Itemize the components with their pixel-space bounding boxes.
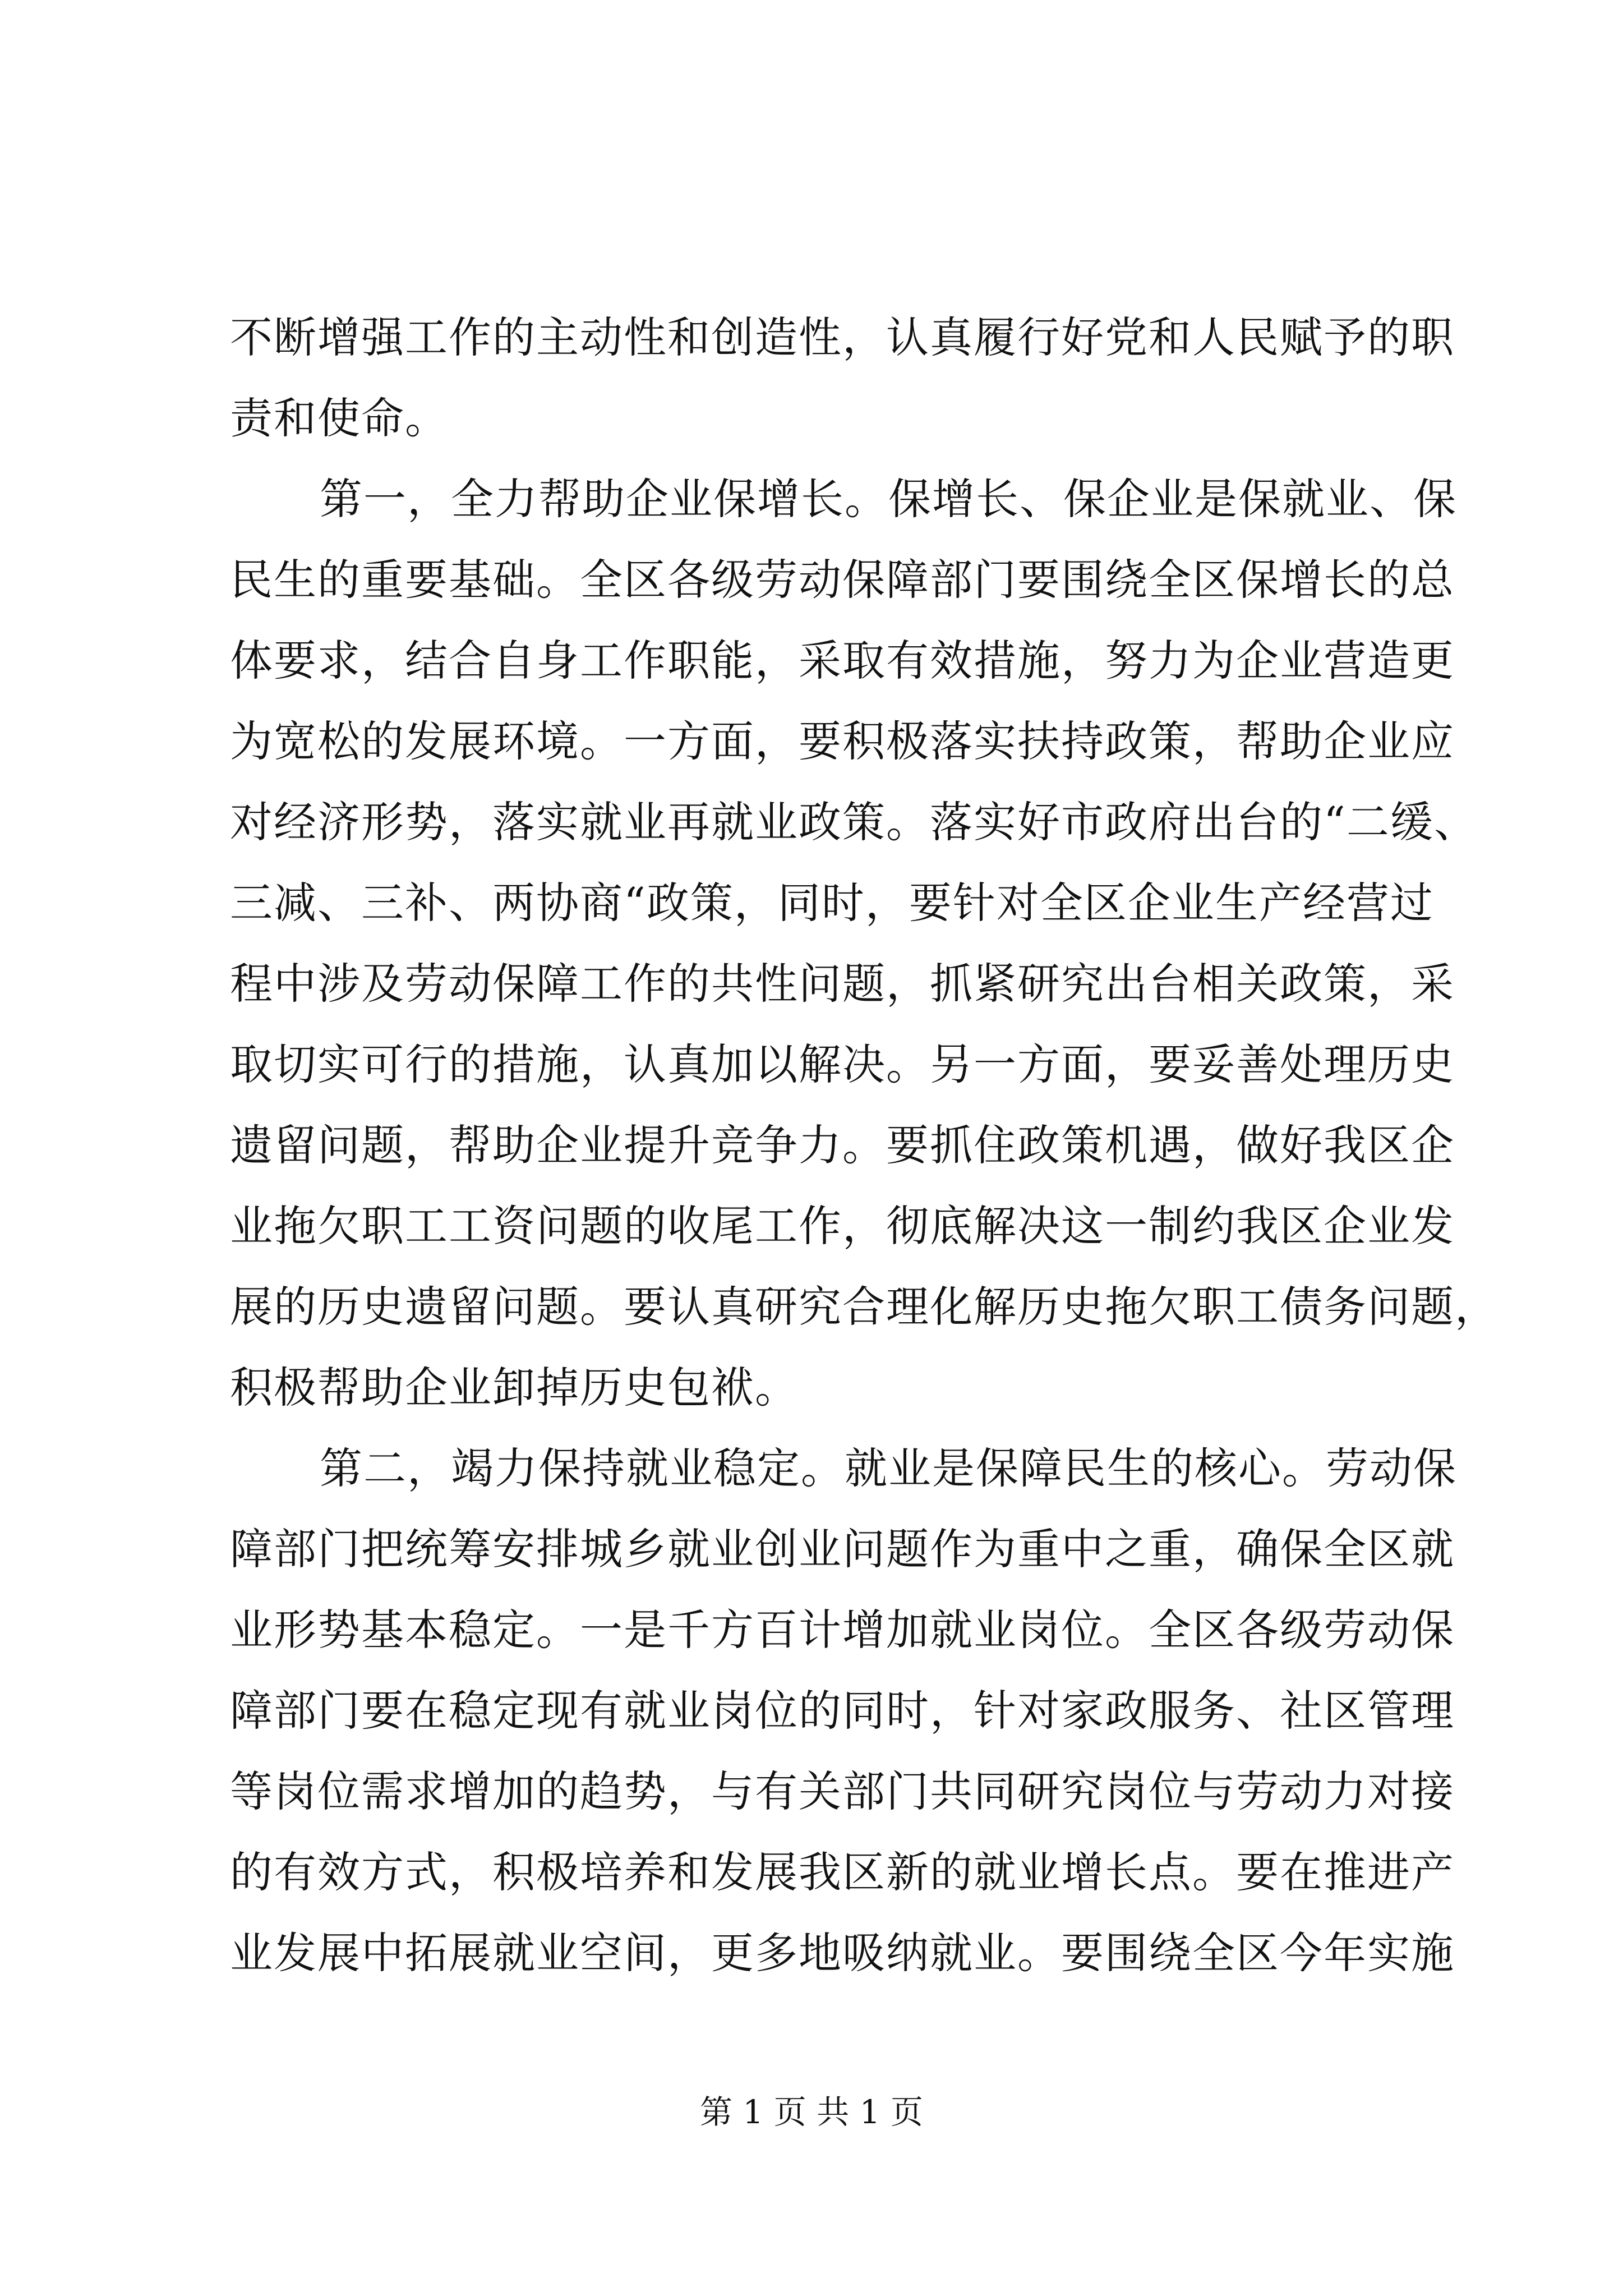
text-line: 展的历史遗留问题。要认真研究合理化解历史拖欠职工债务问题， <box>230 1282 1498 1332</box>
paragraph-first-line: 第二，竭力保持就业稳定。就业是保障民生的核心。劳动保 <box>320 1443 1457 1493</box>
text-line: 障部门把统筹安排城乡就业创业问题作为重中之重，确保全区就 <box>230 1524 1455 1574</box>
document-body <box>230 297 1498 1994</box>
text-line: 为宽松的发展环境。一方面，要积极落实扶持政策，帮助企业应 <box>230 716 1455 766</box>
text-line: 取切实可行的措施，认真加以解决。另一方面，要妥善处理历史 <box>230 1039 1455 1089</box>
text-line: 等岗位需求增加的趋势，与有关部门共同研究岗位与劳动力对接 <box>230 1766 1455 1816</box>
paragraph-first-line: 第一，全力帮助企业保增长。保增长、保企业是保就业、保 <box>320 474 1457 524</box>
text-line: 三减、三补、两协商“政策，同时，要针对全区企业生产经营过 <box>230 878 1434 928</box>
text-line: 业发展中拓展就业空间，更多地吸纳就业。要围绕全区今年实施 <box>230 1928 1455 1978</box>
text-line: 程中涉及劳动保障工作的共性问题，抓紧研究出台相关政策，采 <box>230 959 1455 1009</box>
text-line: 对经济形势，落实就业再就业政策。落实好市政府出台的“二缓、 <box>230 797 1478 847</box>
text-line: 民生的重要基础。全区各级劳动保障部门要围绕全区保增长的总 <box>230 555 1455 605</box>
text-line: 体要求，结合自身工作职能，采取有效措施，努力为企业营造更 <box>230 636 1455 685</box>
text-line: 的有效方式，积极培养和发展我区新的就业增长点。要在推进产 <box>230 1847 1455 1897</box>
text-line: 不断增强工作的主动性和创造性，认真履行好党和人民赋予的职 <box>230 312 1455 362</box>
text-line: 遗留问题，帮助企业提升竞争力。要抓住政策机遇，做好我区企 <box>230 1120 1455 1170</box>
text-line: 积极帮助企业卸掉历史包袱。 <box>230 1363 799 1412</box>
text-line: 责和使命。 <box>230 393 449 443</box>
text-line: 障部门要在稳定现有就业岗位的同时，针对家政服务、社区管理 <box>230 1686 1455 1736</box>
page-number-footer: 第 1 页 共 1 页 <box>700 2093 923 2131</box>
text-line: 业拖欠职工工资问题的收尾工作，彻底解决这一制约我区企业发 <box>230 1201 1455 1251</box>
text-line: 业形势基本稳定。一是千方百计增加就业岗位。全区各级劳动保 <box>230 1605 1455 1655</box>
